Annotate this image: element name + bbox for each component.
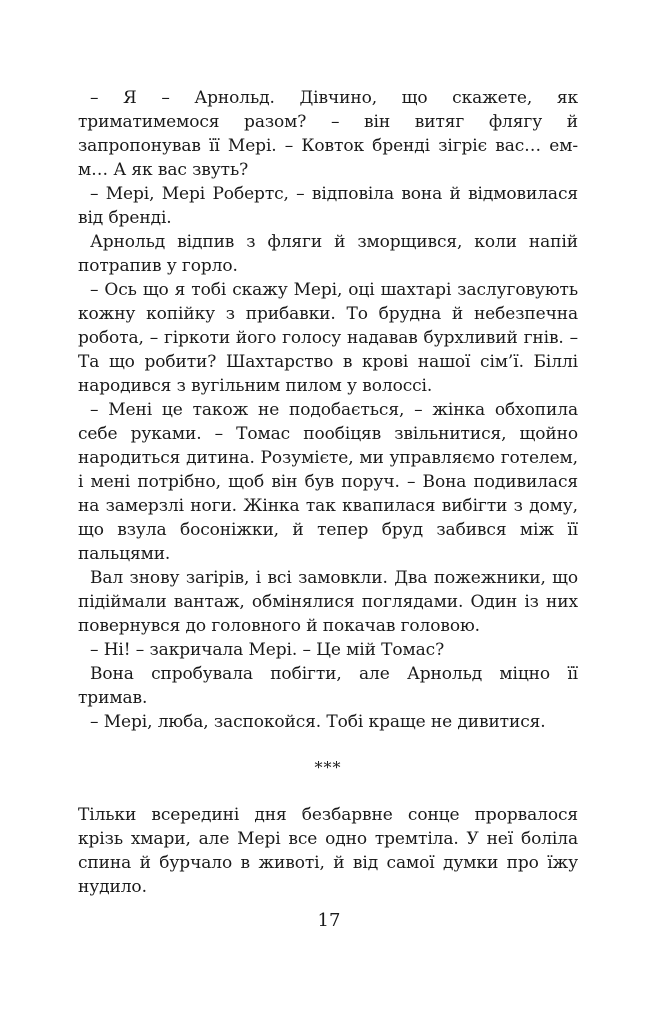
book-page-body: [78, 86, 578, 899]
paragraph: Арнольд відпив з фляги й зморщився, коли напій потрапив у горло.: [78, 232, 578, 276]
paragraph: – Мері, Мері Робертс, – відповіла вона й відмовилася від бренді.: [78, 184, 578, 228]
paragraph: Вал знову заripів, і всі замовкли. Два пожежники, що підіймали вантаж, обмінялися поглядами. Один із них повернувся до головного й покачав головою.: [78, 568, 578, 636]
paragraph: – Мері, люба, заспокойся. Тобі краще не дивитися.: [90, 712, 546, 732]
section-separator: ***: [314, 758, 342, 777]
paragraph: – Ні! – закричала Мері. – Це мій Томас?: [90, 640, 445, 660]
page-number: 17: [317, 910, 341, 931]
paragraph: – Ось що я тобі скажу Мері, оці шахтарі заслуговують кожну копійку з прибавки. То брудна й небезпечна робота, – гіркоти його голосу надавав бурхливий гнів. – Та що робити? Шахтарство в крові нашої сім’ї. Біллі народився з вугільним пилом у волоссі.: [78, 280, 578, 396]
paragraph: – Я – Арнольд. Дівчино, що скажете, як триматимемося разом? – він витяг флягу й запропонував її Мері. – Ковток бренді зігріє вас… ем-м… А як вас звуть?: [78, 88, 578, 180]
paragraph: – Мені це також не подобається, – жінка обхопила себе руками. – Томас пообіцяв звільнитися, щойно народиться дитина. Розумієте, ми управляємо готелем, і мені потрібно, щоб він був поруч. – Вона подивилася на замерзлі ноги. Жінка так квапилася вибігти з дому, що взула босоніжки, й тепер бруд забився між її пальцями.: [78, 400, 578, 564]
paragraph: Тільки всередині дня безбарвне сонце прорвалося крізь хмари, але Мері все одно тремтіла. У неї боліла спина й бурчало в животі, й від самої думки про їжу нудило.: [78, 805, 578, 897]
paragraph: Вона спробувала побігти, але Арнольд міцно її тримав.: [78, 664, 578, 708]
